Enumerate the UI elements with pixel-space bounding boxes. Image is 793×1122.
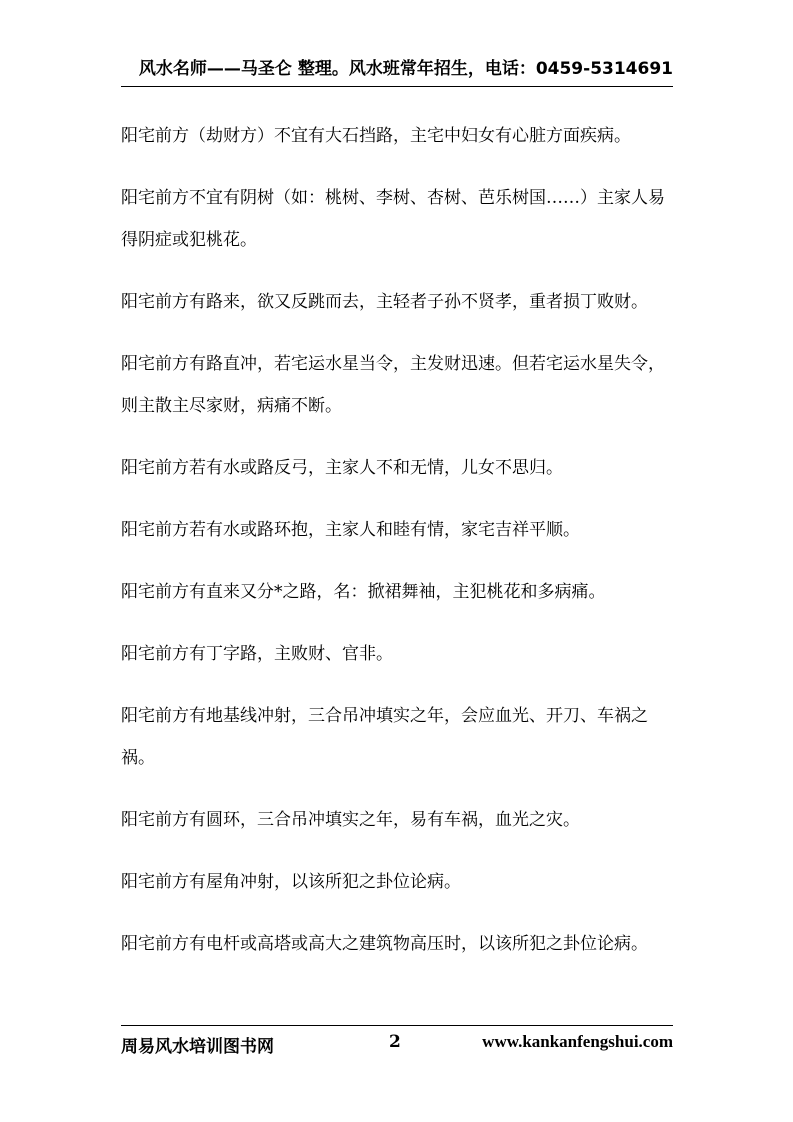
paragraph: 阳宅前方有圆环，三合吊冲填实之年，易有车祸，血光之灾。: [121, 810, 580, 830]
paragraph: 阳宅前方若有水或路环抱，主家人和睦有情，家宅吉祥平顺。: [121, 520, 580, 540]
paragraph: 阳宅前方有路来，欲又反跳而去，主轻者子孙不贤孝，重者损丁败财。: [121, 292, 648, 312]
document-body: [121, 115, 676, 985]
paragraph: 阳宅前方有直来又分*之路，名：掀裙舞袖，主犯桃花和多病痛。: [121, 582, 606, 602]
paragraph: 阳宅前方有丁字路，主败财、官非。: [121, 644, 393, 664]
footer-site-name: 周易风水培训图书网: [121, 1037, 274, 1057]
paragraph: 阳宅前方有地基线冲射，三合吊冲填实之年，会应血光、开刀、车祸之祸。: [121, 706, 648, 768]
paragraph: 阳宅前方有电杆或高塔或高大之建筑物高压时，以该所犯之卦位论病。: [121, 934, 648, 954]
page-footer: [121, 1025, 673, 1062]
paragraph: 阳宅前方（劫财方）不宜有大石挡路，主宅中妇女有心脏方面疾病。: [121, 126, 631, 146]
footer-url: www.kankanfengshui.com: [482, 1032, 673, 1051]
page-header: [121, 56, 673, 87]
page-number: 2: [389, 1032, 401, 1052]
paragraph: 阳宅前方不宜有阴树（如：桃树、李树、杏树、芭乐树国……）主家人易得阴症或犯桃花。: [121, 188, 665, 250]
paragraph: 阳宅前方若有水或路反弓，主家人不和无情，儿女不思归。: [121, 458, 563, 478]
header-text: 风水名师——马圣仑 整理。风水班常年招生，电话：0459-5314691: [138, 59, 673, 79]
paragraph: 阳宅前方有屋角冲射，以该所犯之卦位论病。: [121, 872, 461, 892]
paragraph: 阳宅前方有路直冲，若宅运水星当令，主发财迅速。但若宅运水星失令，则主散主尽家财，病痛不断。: [121, 354, 665, 416]
